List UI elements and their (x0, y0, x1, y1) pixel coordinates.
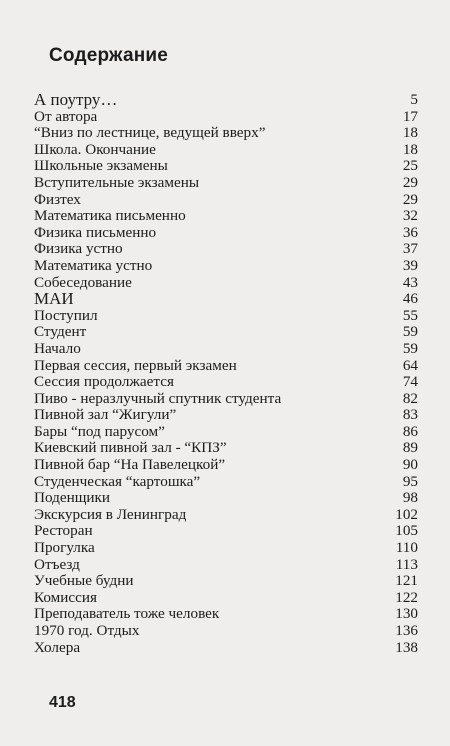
toc-entry (34, 158, 418, 175)
toc-entry (34, 374, 418, 391)
toc-entry-page: 59 (402, 339, 418, 357)
toc-entry-title: Преподаватель тоже человек (34, 605, 220, 623)
toc-entry-page: 105 (395, 522, 418, 540)
toc-entry (34, 474, 418, 491)
toc-entry-title: Киевский пивной зал - “КПЗ” (34, 439, 227, 457)
toc-entry-title: Студенческая “картошка” (34, 472, 201, 490)
toc-entry (34, 109, 418, 126)
toc-entry-page: 29 (402, 173, 418, 191)
toc-entry-title: Математика устно (34, 256, 153, 274)
toc-entry (34, 557, 418, 574)
toc-entry (34, 275, 418, 292)
toc-entry-page: 102 (395, 505, 418, 523)
toc-entry (34, 424, 418, 441)
toc-entry-title: Поступил (34, 306, 98, 324)
table-of-contents (34, 92, 418, 656)
toc-entry-page: 122 (395, 588, 418, 606)
toc-entry (34, 590, 418, 607)
toc-entry-title: Пиво - неразлучный спутник студента (34, 389, 282, 407)
toc-entry-page: 59 (402, 323, 418, 341)
toc-entry (34, 606, 418, 623)
toc-entry-page: 18 (402, 140, 418, 158)
toc-entry-title: Пивной зал “Жигули” (34, 406, 177, 424)
toc-entry-page: 32 (402, 207, 418, 225)
toc-entry-title: Начало (34, 339, 81, 357)
toc-entry-page: 55 (402, 306, 418, 324)
toc-entry-title: Студент (34, 323, 87, 341)
toc-entry-page: 121 (395, 572, 418, 590)
toc-entry-page: 43 (402, 273, 418, 291)
toc-entry (34, 391, 418, 408)
toc-entry-page: 136 (395, 622, 418, 639)
toc-entry-title: Школа. Окончание (34, 140, 156, 158)
toc-entry-title: “Вниз по лестнице, ведущей вверх” (34, 124, 266, 142)
toc-entry (34, 142, 418, 159)
toc-entry-title: Вступительные экзамены (34, 173, 200, 191)
toc-entry (34, 208, 418, 225)
toc-entry-title: Физика письменно (34, 223, 157, 241)
toc-entry (34, 258, 418, 275)
toc-entry-title: Прогулка (34, 539, 95, 557)
toc-entry (34, 341, 418, 358)
toc-entry-title: Учебные будни (34, 572, 134, 590)
toc-entry-title: Сессия продолжается (34, 373, 174, 391)
toc-entry-title: Холера (34, 638, 81, 656)
toc-entry-page: 90 (402, 456, 418, 474)
toc-entry-page: 5 (410, 91, 418, 108)
toc-entry-title: Комиссия (34, 588, 98, 606)
toc-entry (34, 407, 418, 424)
toc-entry-title: Физтех (34, 190, 81, 208)
toc-entry (34, 192, 418, 209)
toc-entry (34, 225, 418, 242)
toc-entry-page: 39 (402, 256, 418, 274)
toc-entry (34, 640, 418, 657)
toc-entry (34, 490, 418, 507)
toc-entry-title: 1970 год. Отдых (34, 622, 140, 639)
toc-entry-title: Отъезд (34, 555, 80, 573)
toc-entry-page: 83 (402, 406, 418, 424)
toc-entry-page: 64 (402, 356, 418, 374)
toc-entry-page: 74 (402, 373, 418, 391)
toc-entry-title: Экскурсия в Ленинград (34, 505, 187, 523)
toc-heading: Содержание (49, 45, 169, 66)
toc-entry (34, 358, 418, 375)
toc-entry-page: 25 (402, 157, 418, 175)
toc-entry-page: 130 (395, 605, 418, 623)
toc-entry-title: От автора (34, 107, 98, 125)
toc-entry-page: 89 (402, 439, 418, 457)
page-number: 418 (49, 694, 76, 711)
toc-entry-title: Бары “под парусом” (34, 422, 165, 440)
toc-entry (34, 457, 418, 474)
toc-entry (34, 92, 418, 109)
toc-entry-title: МАИ (34, 289, 74, 309)
toc-entry-title: Собеседование (34, 273, 132, 291)
toc-entry (34, 175, 418, 192)
toc-entry-page: 110 (395, 539, 418, 557)
toc-entry-page: 95 (402, 472, 418, 490)
toc-entry-page: 86 (402, 422, 418, 440)
toc-entry-page: 37 (402, 240, 418, 258)
toc-entry-title: Ресторан (34, 522, 93, 540)
toc-entry-title: Поденщики (34, 489, 111, 507)
toc-entry-title: Школьные экзамены (34, 157, 168, 175)
toc-entry (34, 507, 418, 524)
toc-entry-page: 18 (402, 124, 418, 142)
toc-entry (34, 540, 418, 557)
toc-entry-page: 29 (402, 190, 418, 208)
toc-entry-page: 46 (402, 290, 418, 308)
toc-entry-page: 138 (395, 638, 418, 656)
toc-entry-page: 82 (402, 389, 418, 407)
toc-entry-page: 113 (395, 555, 418, 573)
toc-entry-title: Физика устно (34, 240, 123, 258)
toc-entry (34, 125, 418, 142)
toc-entry-title: Математика письменно (34, 207, 186, 225)
toc-entry (34, 623, 418, 640)
toc-entry (34, 308, 418, 325)
toc-entry-page: 17 (402, 107, 418, 125)
toc-entry-title: Первая сессия, первый экзамен (34, 356, 237, 374)
toc-entry (34, 291, 418, 308)
toc-entry-title: Пивной бар “На Павелецкой” (34, 456, 226, 474)
toc-entry-title: А поутру… (34, 90, 118, 109)
toc-entry-page: 36 (402, 223, 418, 241)
toc-entry-page: 98 (402, 489, 418, 507)
toc-entry (34, 523, 418, 540)
toc-entry (34, 324, 418, 341)
toc-entry (34, 241, 418, 258)
toc-entry (34, 573, 418, 590)
toc-entry (34, 440, 418, 457)
